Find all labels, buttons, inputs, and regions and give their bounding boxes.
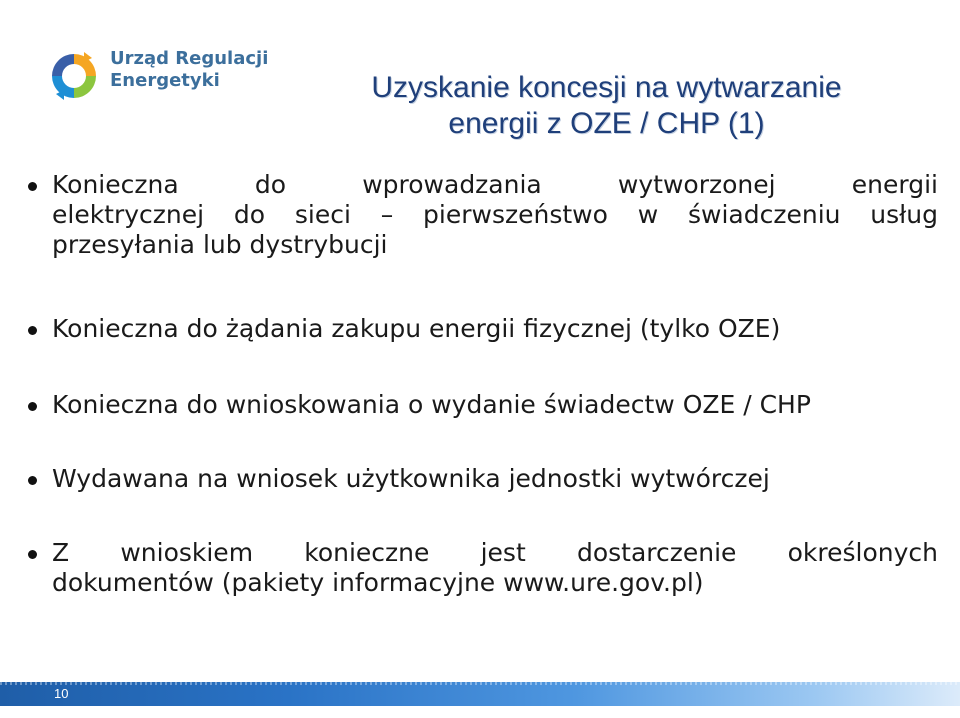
bullet-dot [28, 476, 37, 485]
bullet-5-line-1: Z wnioskiem konieczne jest dostarczenie określonych [52, 538, 938, 567]
bullet-dot [28, 550, 37, 559]
bullet-text-1 [52, 170, 938, 260]
bullet-dot [28, 182, 37, 191]
bullet-5-line-2: dokumentów (pakiety informacyjne www.ure.gov.pl) [52, 568, 704, 597]
bullet-1-line-1: Konieczna do wprowadzania wytworzonej energii [52, 170, 938, 199]
logo-line-2: Energetyki [110, 70, 220, 91]
title-line-2: energii z OZE / CHP (1) [448, 107, 765, 140]
bullet-3-line-1: Konieczna do wnioskowania o wydanie świadectw OZE / CHP [52, 390, 811, 419]
slide-title [320, 70, 893, 142]
logo-line-1: Urząd Regulacji [110, 48, 269, 69]
page-number: 10 [54, 686, 69, 701]
bullet-1-line-2: elektrycznej do sieci – pierwszeństwo w świadczeniu usług [52, 200, 938, 229]
title-line-1: Uzyskanie koncesji na wytwarzanie [371, 71, 842, 104]
bullet-4-line-1: Wydawana na wniosek użytkownika jednostki wytwórczej [52, 464, 770, 493]
bullet-2-line-1: Konieczna do żądania zakupu energii fizycznej (tylko OZE) [52, 314, 781, 343]
bullet-dot [28, 326, 37, 335]
bullet-text-3 [52, 390, 938, 420]
ure-logo-icon [46, 48, 102, 104]
footer-bar [0, 682, 960, 706]
bullet-text-2 [52, 314, 938, 344]
bullet-text-5 [52, 538, 938, 598]
ure-logo-text [110, 48, 268, 92]
ure-logo [46, 46, 276, 116]
bullet-dot [28, 402, 37, 411]
bullet-1-line-3: przesyłania lub dystrybucji [52, 230, 388, 259]
bullet-text-4 [52, 464, 938, 494]
